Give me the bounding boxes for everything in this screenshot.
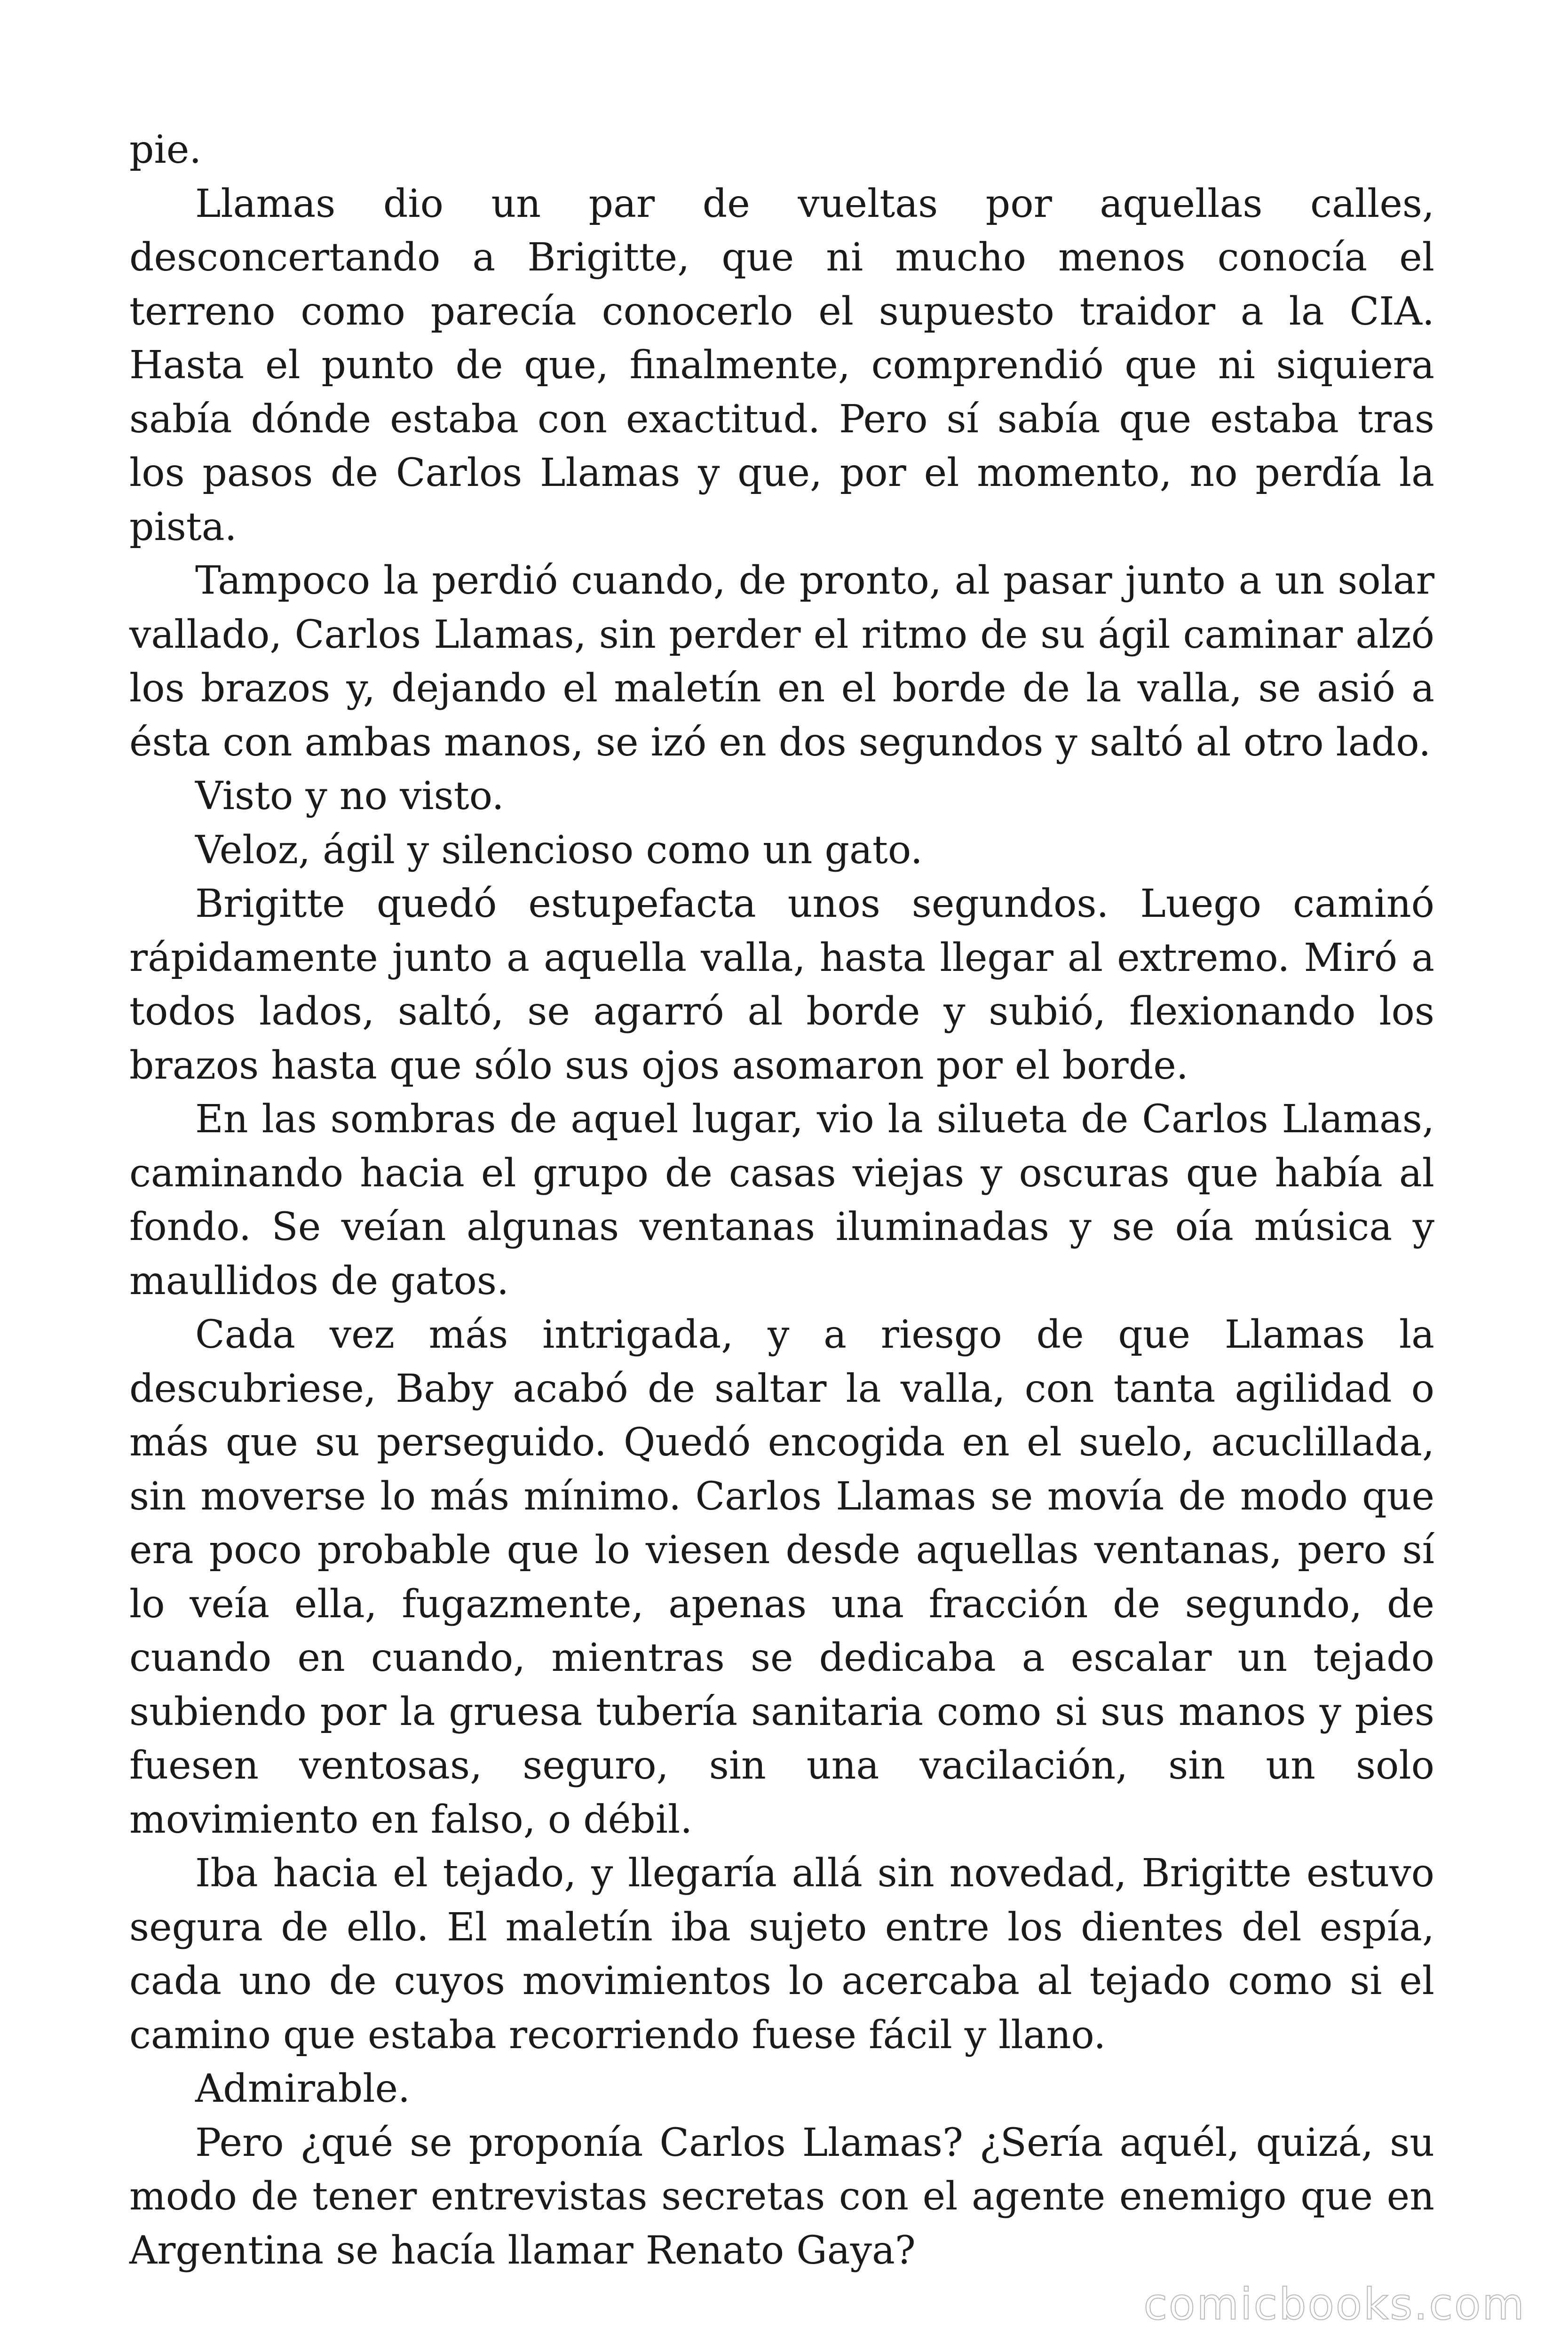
paragraph-continuation: pie. <box>129 127 202 172</box>
watermark: comicbooks.com <box>1143 2279 1526 2329</box>
paragraph: Pero ¿qué se proponía Carlos Llamas? ¿Sería aquél, quizá, su modo de tener entrevistas secretas con el agente enemigo que en Argentina se hacía llamar Renato Gaya? <box>129 2120 1434 2273</box>
paragraph: Llamas dio un par de vueltas por aquellas calles, desconcertando a Brigitte, que ni mucho menos conocía el terreno como parecía conocerlo el supuesto traidor a la CIA. Hasta el punto de que, finalmente, comprendió que ni siquiera sabía dónde estaba con exactitud. Pero sí sabía que estaba tras los pasos de Carlos Llamas y que, por el momento, no perdía la pista. <box>129 181 1434 549</box>
paragraph: Cada vez más intrigada, y a riesgo de que Llamas la descubriese, Baby acabó de saltar la valla, con tanta agilidad o más que su perseguido. Quedó encogida en el suelo, acuclillada, sin moverse lo más mínimo. Carlos Llamas se movía de modo que era poco probable que lo viesen desde aquellas ventanas, pero sí lo veía ella, fugazmente, apenas una fracción de segundo, de cuando en cuando, mientras se dedicaba a escalar un tejado subiendo por la gruesa tubería sanitaria como si sus manos y pies fuesen ventosas, seguro, sin una vacilación, sin un solo movimiento en falso, o débil. <box>129 1312 1434 1842</box>
paragraph: Brigitte quedó estupefacta unos segundos. Luego caminó rápidamente junto a aquella valla, hasta llegar al extremo. Miró a todos lados, saltó, se agarró al borde y subió, flexionando los brazos hasta que sólo sus ojos asomaron por el borde. <box>129 882 1434 1088</box>
paragraph: Tampoco la perdió cuando, de pronto, al pasar junto a un solar vallado, Carlos Llamas, sin perder el ritmo de su ágil caminar alzó los brazos y, dejando el maletín en el borde de la valla, se asió a ésta con ambas manos, se izó en dos segundos y saltó al otro lado. <box>129 558 1434 765</box>
paragraph: Visto y no visto. <box>195 774 504 818</box>
paragraph: En las sombras de aquel lugar, vio la silueta de Carlos Llamas, caminando hacia el grupo de casas viejas y oscuras que había al fondo. Se veían algunas ventanas iluminadas y se oía música y maullidos de gatos. <box>129 1097 1434 1303</box>
paragraph: Admirable. <box>195 2066 411 2111</box>
body-text <box>129 123 1434 2278</box>
paragraph: Iba hacia el tejado, y llegaría allá sin novedad, Brigitte estuvo segura de ello. El maletín iba sujeto entre los dientes del espía, cada uno de cuyos movimientos lo acercaba al tejado como si el camino que estaba recorriendo fuese fácil y llano. <box>129 1851 1434 2058</box>
paragraph: Veloz, ágil y silencioso como un gato. <box>195 827 923 873</box>
